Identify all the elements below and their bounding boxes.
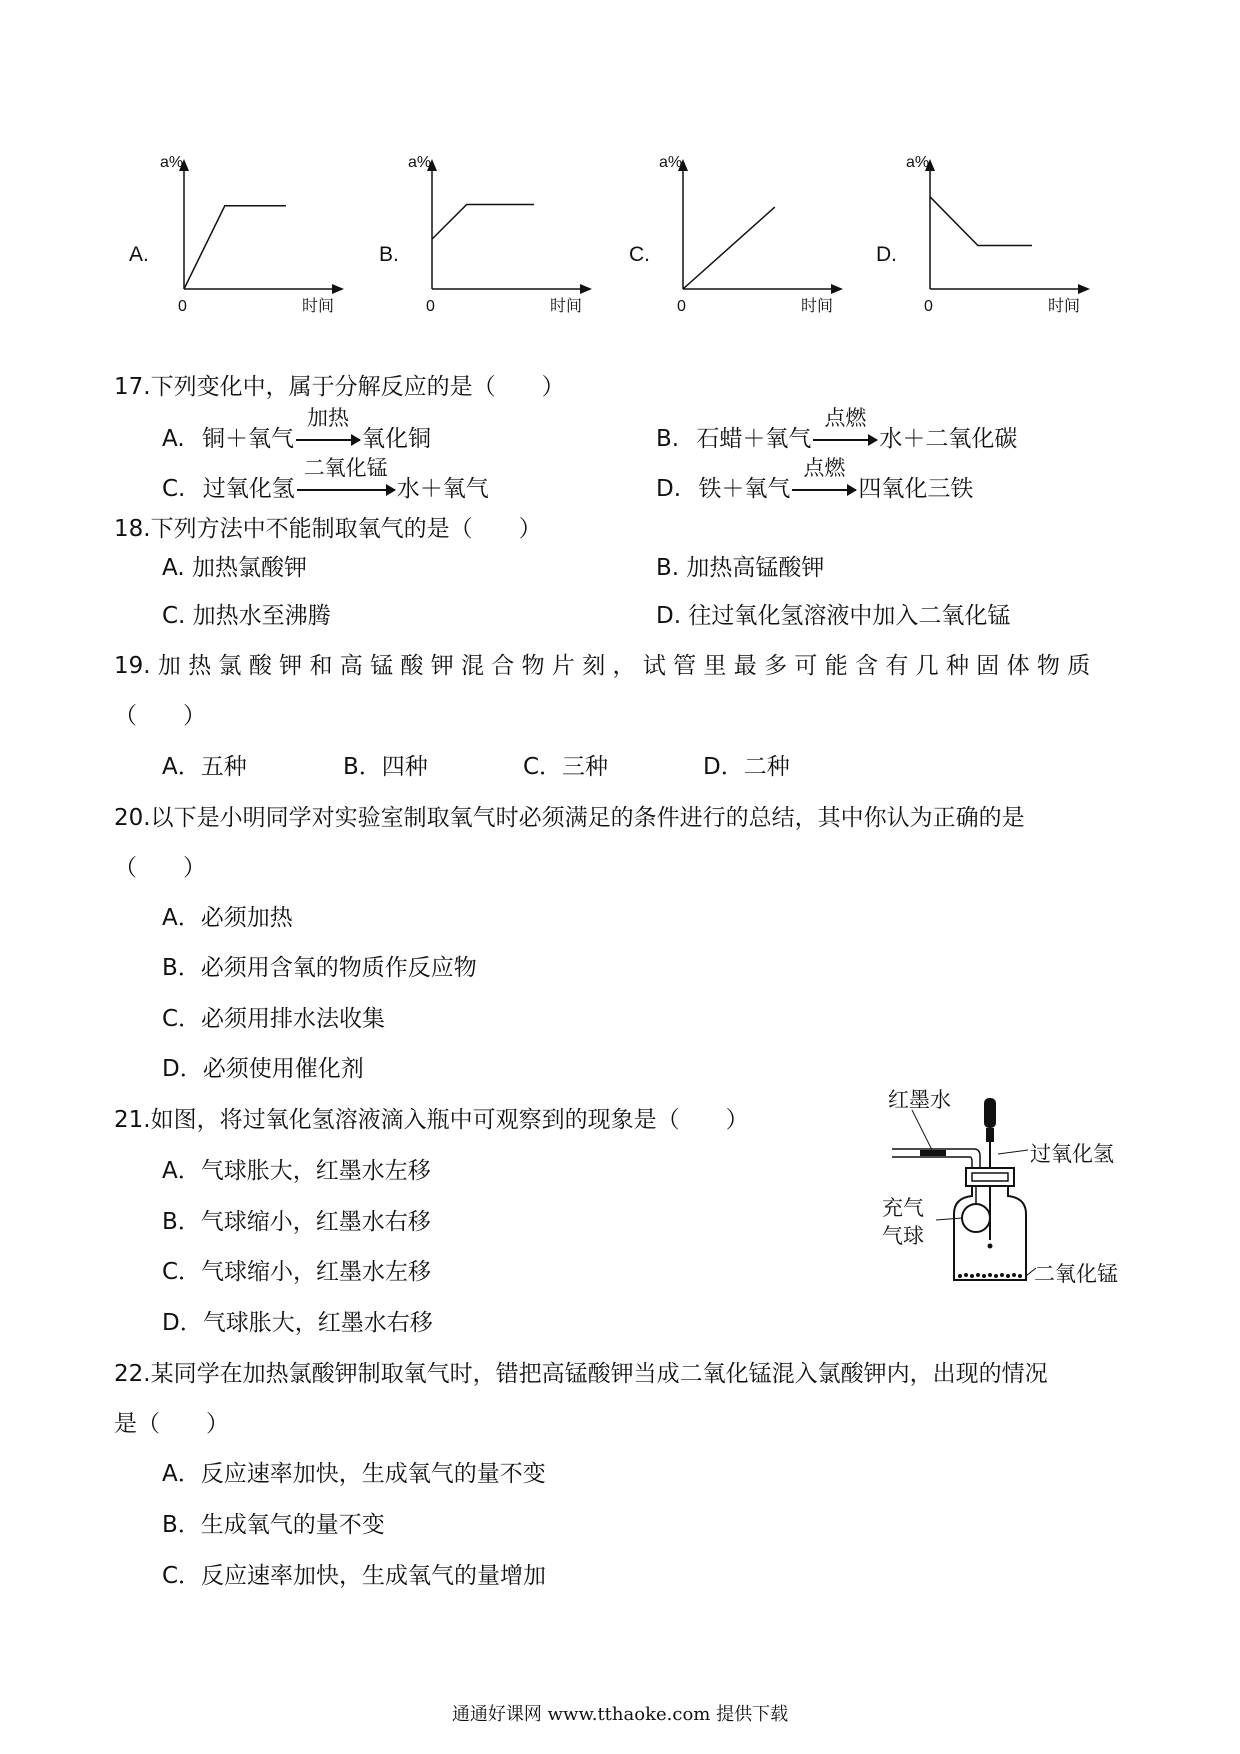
page-footer: 通通好课网 www.tthaoke.com 提供下载: [451, 1704, 789, 1725]
origin-label: 0: [924, 298, 933, 315]
x-axis-arrow: [831, 284, 843, 294]
label-balloon-2: 气球: [882, 1224, 924, 1248]
option-letter: C.: [162, 476, 186, 502]
q20-option-c: C．必须用排水法收集: [162, 1006, 386, 1032]
reaction-arrow: [811, 406, 879, 452]
y-axis-label: a%: [408, 155, 432, 171]
question-22-stem-cont: 是（ ）: [114, 1411, 229, 1437]
q19-option-d: D．二种: [703, 754, 790, 780]
graph-d: [872, 155, 1092, 355]
option-letter: D.: [656, 476, 682, 502]
q21-option-c: C．气球缩小，红墨水左移: [162, 1259, 432, 1285]
q21-option-a: A．气球胀大，红墨水左移: [162, 1158, 431, 1184]
q20-option-a: A．必须加热: [162, 905, 293, 931]
x-axis-label: 时间: [1048, 298, 1081, 315]
apparatus-figure: [880, 1080, 1140, 1290]
q21-option-d: D．气球胀大，红墨水右移: [162, 1310, 433, 1336]
data-line: [184, 206, 286, 289]
q22-option-b: B．生成氧气的量不变: [162, 1512, 385, 1538]
question-22-stem: 22.某同学在加热氯酸钾制取氧气时，错把高锰酸钾当成二氧化锰混入氯酸钾内，出现的情况: [114, 1361, 1048, 1387]
x-axis-label: 时间: [550, 298, 583, 315]
label-balloon-1: 充气: [882, 1196, 924, 1220]
x-axis-arrow: [332, 284, 344, 294]
reaction-arrow: [294, 406, 362, 452]
q19-option-a: A．五种: [162, 754, 247, 780]
graph-plot: [872, 155, 1092, 355]
q22-option-c: C．反应速率加快，生成氧气的量增加: [162, 1563, 547, 1589]
question-17-stem: 17.下列变化中，属于分解反应的是（ ）: [114, 374, 565, 400]
q17-option-b: [656, 406, 1018, 453]
products: 水＋二氧化碳: [879, 426, 1018, 452]
products: 氧化铜: [361, 426, 431, 452]
q20-option-d: D．必须使用催化剂: [162, 1056, 364, 1082]
graph-option-label: D.: [876, 243, 897, 266]
reactants: 过氧化氢: [202, 476, 295, 502]
label-hydrogen-peroxide: 过氧化氢: [1030, 1142, 1114, 1166]
question-18-stem: 18.下列方法中不能制取氧气的是（ ）: [114, 516, 542, 542]
q17-option-c: [162, 456, 489, 503]
reactants: 铜＋氧气: [201, 426, 294, 452]
y-axis-label: a%: [659, 155, 683, 171]
origin-label: 0: [677, 298, 686, 315]
reactants: 铁＋氧气: [698, 476, 791, 502]
products: 四氧化三铁: [858, 476, 974, 502]
reaction-arrow: [790, 456, 858, 502]
question-20-stem: 20.以下是小明同学对实验室制取氧气时必须满足的条件进行的总结，其中你认为正确的是: [114, 805, 1025, 831]
graph-b: [374, 155, 594, 355]
reaction-arrow: [295, 456, 397, 502]
origin-label: 0: [426, 298, 435, 315]
q17-option-d: [656, 456, 974, 503]
q18-option-d: D. 往过氧化氢溶液中加入二氧化锰: [656, 603, 1011, 629]
y-axis-label: a%: [906, 155, 930, 171]
graph-option-label: C.: [629, 243, 650, 266]
q18-option-b: B. 加热高锰酸钾: [656, 555, 825, 581]
x-axis-label: 时间: [302, 298, 335, 315]
apparatus-drawing: [880, 1080, 1140, 1290]
label-red-ink: 红墨水: [888, 1088, 951, 1112]
x-axis-arrow: [580, 284, 592, 294]
label-manganese-dioxide: 二氧化锰: [1034, 1262, 1118, 1286]
graph-plot: [374, 155, 594, 355]
q19-option-b: B．四种: [343, 754, 428, 780]
data-line: [432, 205, 534, 240]
graph-c: [625, 155, 845, 355]
data-line: [683, 207, 775, 289]
x-axis-label: 时间: [801, 298, 834, 315]
graph-plot: [625, 155, 845, 355]
reaction-condition: 点燃: [824, 406, 867, 430]
reactants: 石蜡＋氧气: [696, 426, 812, 452]
q18-option-c: C. 加热水至沸腾: [162, 603, 331, 629]
question-20-paren: （ ）: [114, 855, 206, 881]
x-axis-arrow: [1078, 284, 1090, 294]
question-19-paren: （ ）: [114, 703, 206, 729]
q19-option-c: C．三种: [523, 754, 609, 780]
graph-a: [126, 155, 346, 355]
q22-option-a: A．反应速率加快，生成氧气的量不变: [162, 1461, 546, 1487]
option-letter: B.: [656, 426, 680, 452]
option-letter: A.: [162, 426, 185, 452]
products: 水＋氧气: [396, 476, 489, 502]
y-axis-label: a%: [160, 155, 184, 171]
graph-option-label: A.: [129, 243, 149, 266]
data-line: [930, 197, 1032, 246]
origin-label: 0: [178, 298, 187, 315]
reaction-condition: 点燃: [803, 456, 846, 480]
q17-option-a: [162, 406, 431, 453]
q18-option-a: A. 加热氯酸钾: [162, 555, 307, 581]
reaction-condition: 加热: [306, 406, 349, 430]
question-19-stem: 19. 加 热 氯 酸 钾 和 高 锰 酸 钾 混 合 物 片 刻 ， 试 管 里 最 多 可 能 含 有 几 种 固 体 物 质: [114, 653, 1091, 679]
graph-option-label: B.: [379, 243, 399, 266]
q21-option-b: B．气球缩小，红墨水右移: [162, 1209, 431, 1235]
question-21-stem: 21.如图，将过氧化氢溶液滴入瓶中可观察到的现象是（ ）: [114, 1107, 749, 1133]
graph-plot: [126, 155, 346, 355]
reaction-condition: 二氧化锰: [303, 456, 388, 480]
q20-option-b: B．必须用含氧的物质作反应物: [162, 955, 477, 981]
